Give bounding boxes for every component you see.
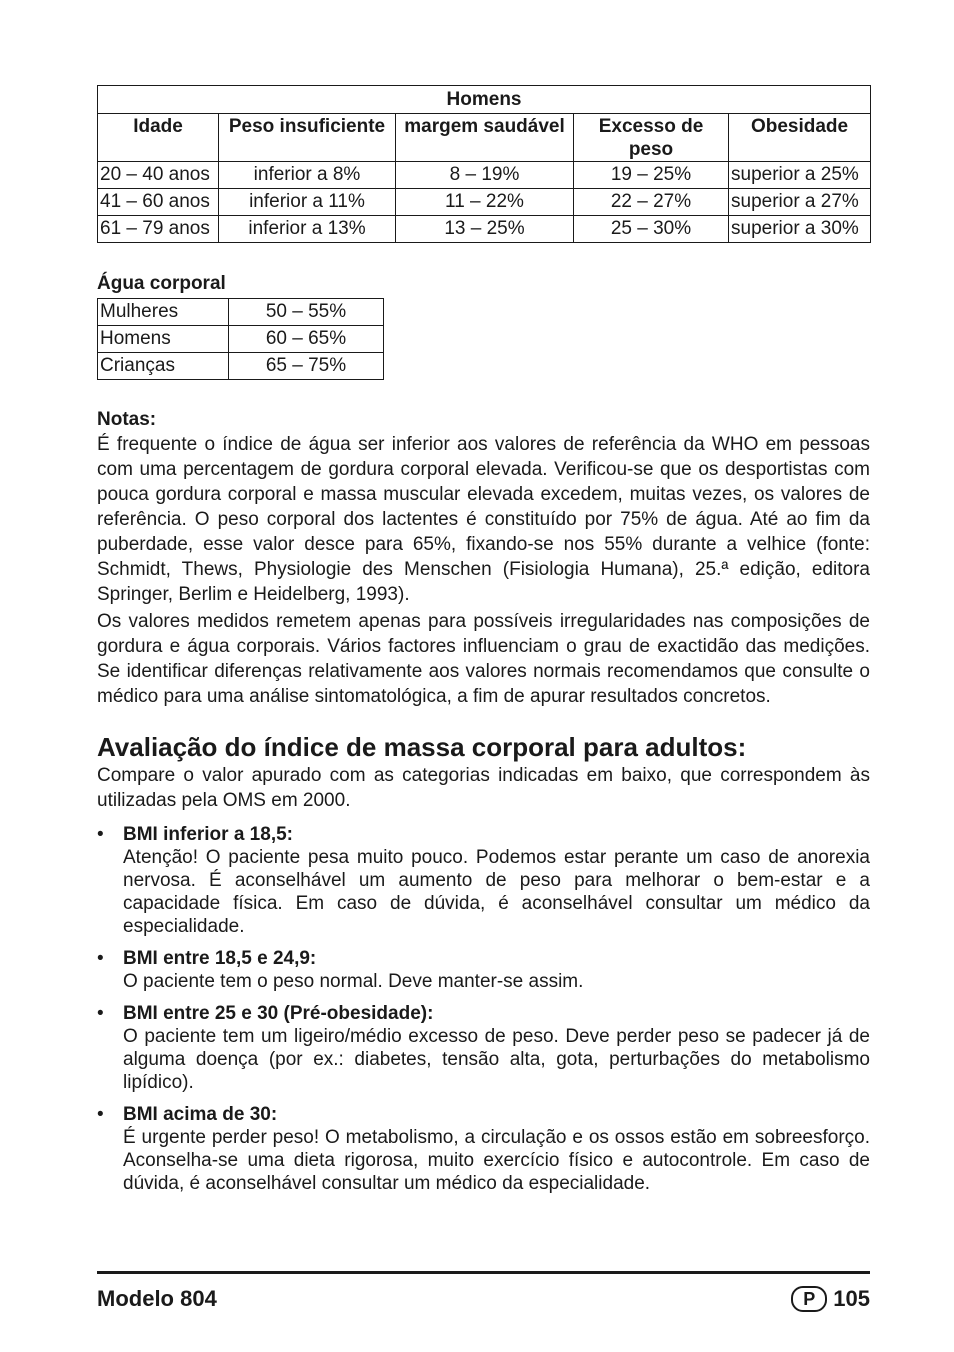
table-row (98, 189, 871, 216)
bmi-category-title: BMI inferior a 18,5: (123, 824, 293, 845)
bullet-icon: • (97, 1104, 104, 1125)
table-row (98, 162, 871, 189)
page-content (97, 85, 870, 1204)
notes-title: Notas: (97, 409, 157, 430)
table-row (98, 353, 384, 380)
table-cell: 22 – 27% (574, 189, 729, 216)
footer-page-info (791, 1286, 870, 1312)
language-badge: P (791, 1286, 827, 1312)
notes-paragraph: É frequente o índice de água ser inferior aos valores de referência da WHO em pessoas com uma percentagem de gordura corporal elevada. Verificou-se que os desportistas com pouca gordura corporal e massa muscular elevada excedem, muitas vezes, os valores de referência. O peso corporal dos lactentes é constituído por 75% de água. Até ao fim da puberdade, esse valor desce para 65%, fixando-se nos 55% durante a velhice (fonte: Schmidt, Thews, Physiologie des Menschen (Fisiologia Humana), 25.ª edição, editora Springer, Berlim e Heidelberg, 1993). (97, 434, 870, 605)
table-row (98, 216, 871, 243)
notes-paragraph: Os valores medidos remetem apenas para possíveis irregularidades nas composições de gordura e água corporais. Vários factores influenciam o grau de exactidão das medições. Se identificar diferenças relativamente aos valores normais recomendamos que consulte o médico para uma análise sintomatológica, a fim de apurar resultados concretos. (97, 611, 870, 707)
table-super-header: Homens (98, 86, 871, 114)
table-cell: inferior a 13% (219, 216, 396, 243)
table-row (98, 299, 384, 326)
bmi-category-title: BMI entre 25 e 30 (Pré-obesidade): (123, 1003, 434, 1024)
table-cell: inferior a 11% (219, 189, 396, 216)
bmi-category-list (97, 823, 870, 1195)
list-item (97, 947, 870, 993)
table-cell: Homens (98, 326, 229, 353)
footer-model: Modelo 804 (97, 1286, 217, 1311)
column-header: Excesso de peso (574, 114, 729, 162)
table-cell: 60 – 65% (229, 326, 384, 353)
table-cell: 65 – 75% (229, 353, 384, 380)
table-cell: 20 – 40 anos (98, 162, 219, 189)
list-item (97, 823, 870, 938)
list-item (97, 1002, 870, 1094)
table-cell: 61 – 79 anos (98, 216, 219, 243)
table-cell: 50 – 55% (229, 299, 384, 326)
column-header: Peso insuficiente (219, 114, 396, 162)
column-header: Idade (98, 114, 219, 162)
table-cell: superior a 30% (729, 216, 871, 243)
bullet-icon: • (97, 948, 104, 969)
bmi-category-text: É urgente perder peso! O metabolismo, a circulação e os ossos estão em sobreesforço. Aconselha-se uma dieta rigorosa, muito exercício físico e autocontrole. Em caso de dúvida, é aconselhável consultar um médico da especialidade. (123, 1127, 870, 1194)
body-water-table (97, 298, 384, 380)
table-cell: 11 – 22% (396, 189, 574, 216)
table-cell: Mulheres (98, 299, 229, 326)
column-header: Obesidade (729, 114, 871, 162)
footer-divider (97, 1271, 870, 1274)
bmi-category-text: Atenção! O paciente pesa muito pouco. Podemos estar perante um caso de anorexia nervosa. É aconselhável um aumento de peso para melhorar o bem-estar e a capacidade física. Em caso de dúvida, é aconselhável consultar um médico da especialidade. (123, 847, 870, 937)
bullet-icon: • (97, 824, 104, 845)
bmi-category-title: BMI entre 18,5 e 24,9: (123, 948, 317, 969)
table-row (98, 326, 384, 353)
table-cell: Crianças (98, 353, 229, 380)
bmi-heading: Avaliação do índice de massa corporal para adultos: (97, 732, 747, 762)
table-cell: 8 – 19% (396, 162, 574, 189)
table-cell: 41 – 60 anos (98, 189, 219, 216)
agua-corporal-title: Água corporal (97, 273, 226, 294)
table-cell: 13 – 25% (396, 216, 574, 243)
bmi-category-title: BMI acima de 30: (123, 1104, 278, 1125)
bullet-icon: • (97, 1003, 104, 1024)
table-cell: superior a 27% (729, 189, 871, 216)
list-item (97, 1103, 870, 1195)
column-header: margem saudável (396, 114, 574, 162)
bmi-category-text: O paciente tem o peso normal. Deve manter-se assim. (123, 971, 584, 992)
table-cell: 19 – 25% (574, 162, 729, 189)
page-number: 105 (833, 1286, 870, 1311)
bmi-intro: Compare o valor apurado com as categorias indicadas em baixo, que correspondem às utilizadas pela OMS em 2000. (97, 765, 870, 811)
bmi-category-text: O paciente tem um ligeiro/médio excesso de peso. Deve perder peso se padecer já de alguma doença (por ex.: diabetes, tensão alta, gota, perturbações do metabolismo lipídico). (123, 1026, 870, 1093)
table-cell: inferior a 8% (219, 162, 396, 189)
body-fat-table-homens (97, 85, 871, 243)
table-cell: 25 – 30% (574, 216, 729, 243)
table-cell: superior a 25% (729, 162, 871, 189)
